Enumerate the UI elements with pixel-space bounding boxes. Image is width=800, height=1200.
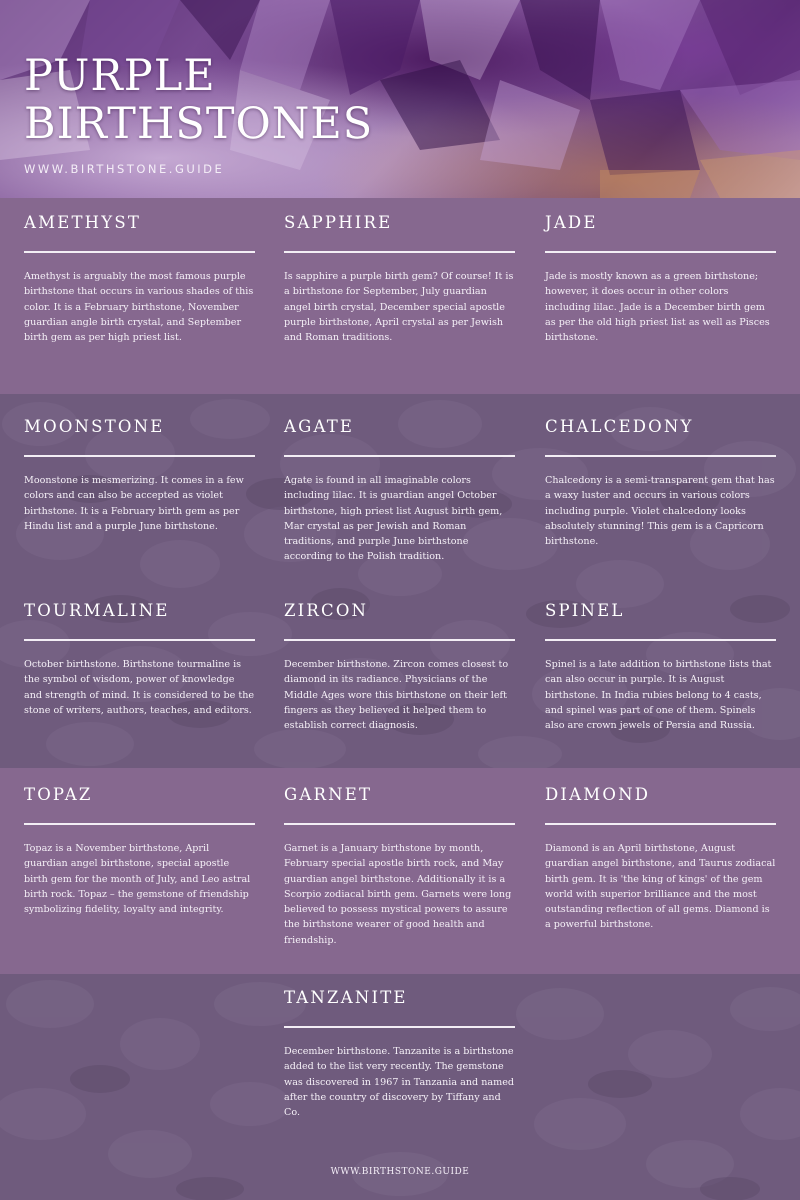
header-website-url: WWW.BIRTHSTONE.GUIDE — [24, 162, 225, 176]
card-diamond — [545, 784, 776, 933]
card-title: CHALCEDONY — [545, 417, 694, 436]
card-text: Is sapphire a purple birth gem? Of course! It is a birthstone for September, July guardian angel birth crystal, December special apostle purple birthstone, April crystal as per Jewish and Roman traditions. — [284, 271, 514, 344]
divider — [24, 251, 255, 253]
divider — [545, 251, 776, 253]
title-line-2: BIRTHSTONES — [24, 99, 374, 149]
card-text: Spinel is a late addition to birthstone lists that can also occur in purple. It is August birthstone. In India rubies belong to 4 casts, and spinel was part of one of them. Spinels also are crown jewels of Persia and Russia. — [545, 659, 772, 732]
card-title: GARNET — [284, 785, 373, 804]
card-title: SPINEL — [545, 601, 625, 620]
card-text: Chalcedony is a semi-transparent gem that has a waxy luster and occurs in various colors including purple. Violet chalcedony looks absolutely stunning! This gem is a Capricorn birthstone. — [545, 475, 775, 548]
card-sapphire — [284, 212, 515, 345]
card-text: December birthstone. Tanzanite is a birthstone added to the list very recently. The gemstone was discovered in 1967 in Tanzania and named after the country of discovery by Tiffany and Co. — [284, 1046, 515, 1119]
divider — [284, 1026, 515, 1028]
card-title: JADE — [545, 213, 598, 232]
card-zircon — [284, 600, 515, 733]
header-banner — [0, 0, 800, 198]
title-line-1: PURPLE — [24, 51, 216, 101]
divider — [24, 823, 255, 825]
card-chalcedony — [545, 416, 776, 549]
card-text: Amethyst is arguably the most famous purple birthstone that occurs in various shades of this color. It is a February birthstone, November guardian angle birth crystal, and September birth gem as per high priest list. — [24, 271, 254, 344]
divider — [545, 455, 776, 457]
card-topaz — [24, 784, 255, 917]
card-amethyst — [24, 212, 255, 345]
card-title: TOPAZ — [24, 785, 93, 804]
divider — [545, 639, 776, 641]
card-title: SAPPHIRE — [284, 213, 393, 232]
card-title: ZIRCON — [284, 601, 369, 620]
card-title: TOURMALINE — [24, 601, 170, 620]
card-text: Jade is mostly known as a green birthstone; however, it does occur in other colors including lilac. Jade is a December birth gem as per the old high priest list as well as Pisces birthstone. — [545, 271, 770, 344]
card-agate — [284, 416, 515, 565]
card-text: October birthstone. Birthstone tourmaline is the symbol of wisdom, power of knowledge and strength of mind. It is considered to be the stone of writers, authors, teaches, and editors. — [24, 659, 255, 716]
divider — [284, 251, 515, 253]
card-title: TANZANITE — [284, 988, 408, 1007]
divider — [24, 455, 255, 457]
divider — [284, 455, 515, 457]
card-spinel — [545, 600, 776, 733]
card-title: DIAMOND — [545, 785, 651, 804]
footer-website-url: WWW.BIRTHSTONE.GUIDE — [330, 1167, 470, 1177]
card-text: Topaz is a November birthstone, April guardian angel birthstone, special apostle birth gem for the month of July, and Leo astral birth rock. Topaz – the gemstone of friendship symbolizing fidelity, loyalty and integrity. — [24, 843, 251, 916]
card-title: MOONSTONE — [24, 417, 165, 436]
divider — [545, 823, 776, 825]
card-tourmaline — [24, 600, 255, 718]
divider — [284, 823, 515, 825]
card-text: December birthstone. Zircon comes closest to diamond in its radiance. Physicians of the Middle Ages wore this birthstone on their left fingers as they believed it helped them to establish correct diagnosis. — [284, 659, 509, 732]
card-garnet — [284, 784, 515, 948]
page-title — [24, 52, 373, 148]
card-tanzanite — [284, 987, 515, 1120]
card-text: Agate is found in all imaginable colors including lilac. It is guardian angel October birthstone, high priest list August birth gem, Mar crystal as per Jewish and Roman traditions, and purple June birthstone according to the Polish tradition. — [284, 475, 503, 563]
divider — [24, 639, 255, 641]
card-text: Diamond is an April birthstone, August guardian angel birthstone, and Taurus zodiacal birth gem. It is 'the king of kings' of the gem world with superior brilliance and the most outstanding reflection of all gems. Diamond is a powerful birthstone. — [545, 843, 776, 931]
card-jade — [545, 212, 776, 345]
card-title: AMETHYST — [24, 213, 142, 232]
divider — [284, 639, 515, 641]
card-moonstone — [24, 416, 255, 534]
card-title: AGATE — [284, 417, 355, 436]
card-text: Garnet is a January birthstone by month, February special apostle birth rock, and May guardian angel birthstone. Additionally it is a Scorpio zodiacal birth gem. Garnets were long believed to possess mystical powers to assure the birthstone wearer of good health and friendship. — [284, 843, 512, 946]
card-text: Moonstone is mesmerizing. It comes in a few colors and can also be accepted as violet birthstone. It is a February birth gem as per Hindu list and a purple June birthstone. — [24, 475, 244, 532]
